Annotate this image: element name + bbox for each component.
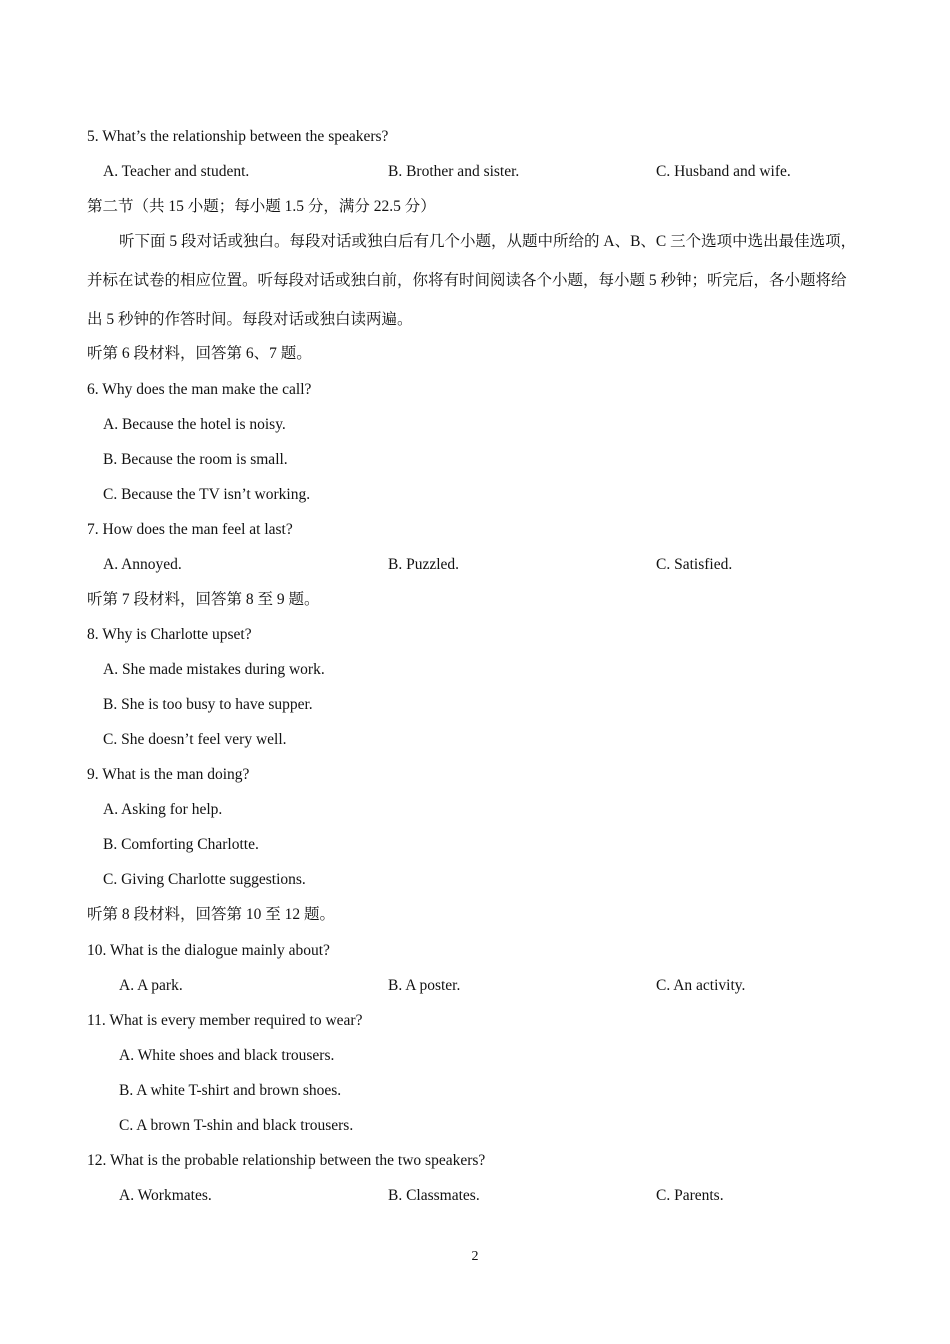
- q9-option-a: A. Asking for help.: [103, 801, 223, 818]
- q6-option-b: B. Because the room is small.: [103, 451, 288, 468]
- q10-option-c: C. An activity.: [656, 977, 746, 994]
- q9-option-b: B. Comforting Charlotte.: [103, 836, 259, 853]
- q11-option-a: A. White shoes and black trousers.: [119, 1047, 335, 1064]
- q5-option-a: A. Teacher and student.: [103, 163, 250, 180]
- q12-option-c: C. Parents.: [656, 1187, 724, 1204]
- q6-option-c: C. Because the TV isn’t working.: [103, 486, 311, 503]
- q8-stem: 8. Why is Charlotte upset?: [87, 626, 252, 643]
- q7-option-b: B. Puzzled.: [388, 556, 460, 573]
- q10-stem: 10. What is the dialogue mainly about?: [87, 942, 330, 959]
- q8-option-c: C. She doesn’t feel very well.: [103, 731, 287, 748]
- q5-option-c: C. Husband and wife.: [656, 163, 791, 180]
- q7-option-c: C. Satisfied.: [656, 556, 733, 573]
- q12-option-b: B. Classmates.: [388, 1187, 480, 1204]
- q6-option-a: A. Because the hotel is noisy.: [103, 416, 286, 433]
- q11-option-c: C. A brown T-shin and black trousers.: [119, 1117, 354, 1134]
- q11-option-b: B. A white T-shirt and brown shoes.: [119, 1082, 342, 1099]
- q10-option-b: B. A poster.: [388, 977, 461, 994]
- q7-option-a: A. Annoyed.: [103, 556, 182, 573]
- q10-option-a: A. A park.: [119, 977, 183, 994]
- instruction-line-3: 出 5 秒钟的作答时间。每段对话或独白读两遍。: [87, 311, 413, 328]
- material-7-heading: 听第 7 段材料，回答第 8 至 9 题。: [87, 591, 320, 608]
- q5-stem: 5. What’s the relationship between the speakers?: [87, 128, 389, 145]
- q8-option-a: A. She made mistakes during work.: [103, 661, 325, 678]
- page-number: 2: [471, 1249, 479, 1264]
- section-heading: 第二节（共 15 小题；每小题 1.5 分，满分 22.5 分）: [87, 198, 436, 215]
- q12-option-a: A. Workmates.: [119, 1187, 212, 1204]
- q6-stem: 6. Why does the man make the call?: [87, 381, 312, 398]
- material-8-heading: 听第 8 段材料，回答第 10 至 12 题。: [87, 906, 336, 923]
- q5-option-b: B. Brother and sister.: [388, 163, 520, 180]
- q8-option-b: B. She is too busy to have supper.: [103, 696, 313, 713]
- material-6-heading: 听第 6 段材料，回答第 6、7 题。: [87, 345, 312, 362]
- q9-stem: 9. What is the man doing?: [87, 766, 250, 783]
- q12-stem: 12. What is the probable relationship between the two speakers?: [87, 1152, 486, 1169]
- q11-stem: 11. What is every member required to wear?: [87, 1012, 363, 1029]
- instruction-line-2: 并标在试卷的相应位置。听每段对话或独白前，你将有时间阅读各个小题，每小题 5 秒钟；听完后，各小题将给: [87, 272, 847, 289]
- q7-stem: 7. How does the man feel at last?: [87, 521, 293, 538]
- q9-option-c: C. Giving Charlotte suggestions.: [103, 871, 306, 888]
- instruction-line-1: 听下面 5 段对话或独白。每段对话或独白后有几个小题，从题中所给的 A、B、C 三个选项中选出最佳选项，: [119, 233, 857, 250]
